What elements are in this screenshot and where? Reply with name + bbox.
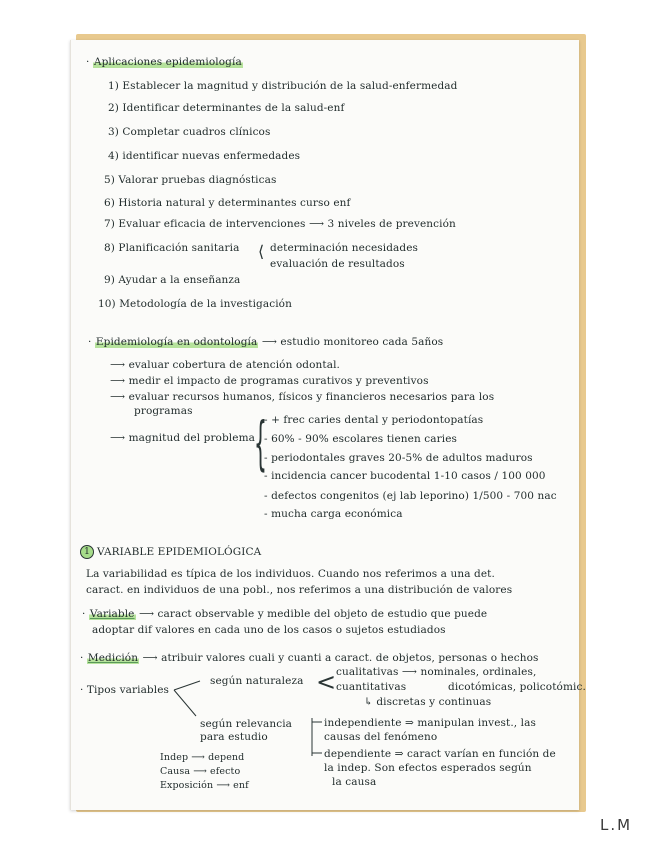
bullet-cobertura: ⟶ evaluar cobertura de atención odontal. bbox=[110, 359, 340, 371]
planif-determinacion: determinación necesidades bbox=[270, 242, 419, 254]
bullet-recursos-cont: programas bbox=[134, 405, 193, 417]
list-item: 2) Identificar determinantes de la salud-enf bbox=[108, 102, 345, 114]
magnitud-item: - periodontales graves 20-5% de adultos maduros bbox=[264, 452, 533, 464]
relevancia-label: según relevancia bbox=[200, 718, 293, 730]
list-item: 5) Valorar pruebas diagnósticas bbox=[104, 174, 277, 186]
section-number-badge: 1 bbox=[80, 545, 94, 559]
magnitud-label: ⟶ magnitud del problema bbox=[110, 432, 255, 444]
definition-variable-cont: adoptar dif valores en cada uno de los casos o sujetos estudiados bbox=[92, 624, 446, 636]
tipos-variables-label: · Tipos variables bbox=[80, 684, 170, 696]
list-item: 1) Establecer la magnitud y distribución de la salud-enfermedad bbox=[108, 80, 458, 92]
list-item: 6) Historia natural y determinantes curso enf bbox=[104, 197, 351, 209]
list-item: 10) Metodología de la investigación bbox=[98, 298, 292, 310]
magnitud-item: - + frec caries dental y periodontopatías bbox=[264, 414, 484, 426]
relevancia-label-cont: para estudio bbox=[200, 731, 268, 743]
pair-line: Exposición ⟶ enf bbox=[160, 780, 249, 791]
discretas-continuas: ↳ discretas y continuas bbox=[364, 696, 492, 708]
magnitud-brace: { bbox=[254, 409, 267, 477]
paragraph-line: caract. en individuos de una pobl., nos referimos a una distribución de valores bbox=[86, 584, 513, 596]
list-item: 7) Evaluar eficacia de intervenciones ⟶ 3 niveles de prevención bbox=[104, 218, 456, 230]
independiente: independiente ⇒ manipulan invest., las bbox=[324, 717, 536, 729]
pair-line: Causa ⟶ efecto bbox=[160, 766, 241, 777]
magnitud-item: - 60% - 90% escolares tienen caries bbox=[264, 433, 457, 445]
magnitud-item: - mucha carga económica bbox=[264, 508, 403, 520]
section-title-odontologia: · Epidemiología en odontología ⟶ estudio monitoreo cada 5años bbox=[88, 336, 444, 348]
bullet-recursos: ⟶ evaluar recursos humanos, físicos y financieros necesarios para los bbox=[110, 391, 495, 403]
cualitativas: cualitativas ⟶ nominales, ordinales, bbox=[336, 666, 537, 678]
dependiente: dependiente ⇒ caract varían en función de bbox=[324, 748, 556, 760]
naturaleza-brace: < bbox=[316, 668, 337, 696]
bullet-impacto: ⟶ medir el impacto de programas curativos y preventivos bbox=[110, 375, 429, 387]
naturaleza-label: según naturaleza bbox=[210, 675, 304, 687]
branch-brace: ⟨ bbox=[258, 242, 265, 261]
definition-medicion: · Medición ⟶ atribuir valores cuali y cuanti a caract. de objetos, personas o hechos bbox=[80, 652, 539, 664]
magnitud-item: - incidencia cancer bucodental 1-10 casos / 100 000 bbox=[264, 470, 546, 482]
planif-evaluacion: evaluación de resultados bbox=[270, 258, 405, 270]
section-title-aplicaciones: · Aplicaciones epidemiología bbox=[86, 56, 242, 68]
dependiente-cont2: la causa bbox=[332, 776, 377, 788]
cuantitativas: cuantitativas bbox=[336, 681, 407, 693]
definition-variable: · Variable ⟶ caract observable y medible del objeto de estudio que puede bbox=[82, 608, 488, 620]
independiente-cont: causas del fenómeno bbox=[324, 731, 438, 743]
list-item: 8) Planificación sanitaria bbox=[104, 242, 240, 254]
section-title-variable: 1 VARIABLE EPIDEMIOLÓGICA bbox=[80, 545, 261, 559]
list-item: 9) Ayudar a la enseñanza bbox=[104, 274, 241, 286]
list-item: 3) Completar cuadros clínicos bbox=[108, 126, 271, 138]
dependiente-cont: la indep. Son efectos esperados según bbox=[324, 762, 532, 774]
magnitud-item: - defectos congenitos (ej lab leporino) 1/500 - 700 nac bbox=[264, 490, 557, 502]
pair-line: Indep ⟶ depend bbox=[160, 752, 245, 763]
paragraph-line: La variabilidad es típica de los individuos. Cuando nos referimos a una det. bbox=[86, 568, 495, 580]
list-item: 4) identificar nuevas enfermedades bbox=[108, 150, 301, 162]
author-signature: L.M bbox=[600, 816, 633, 834]
dicotomicas: dicotómicas, policotómic. bbox=[448, 681, 586, 693]
